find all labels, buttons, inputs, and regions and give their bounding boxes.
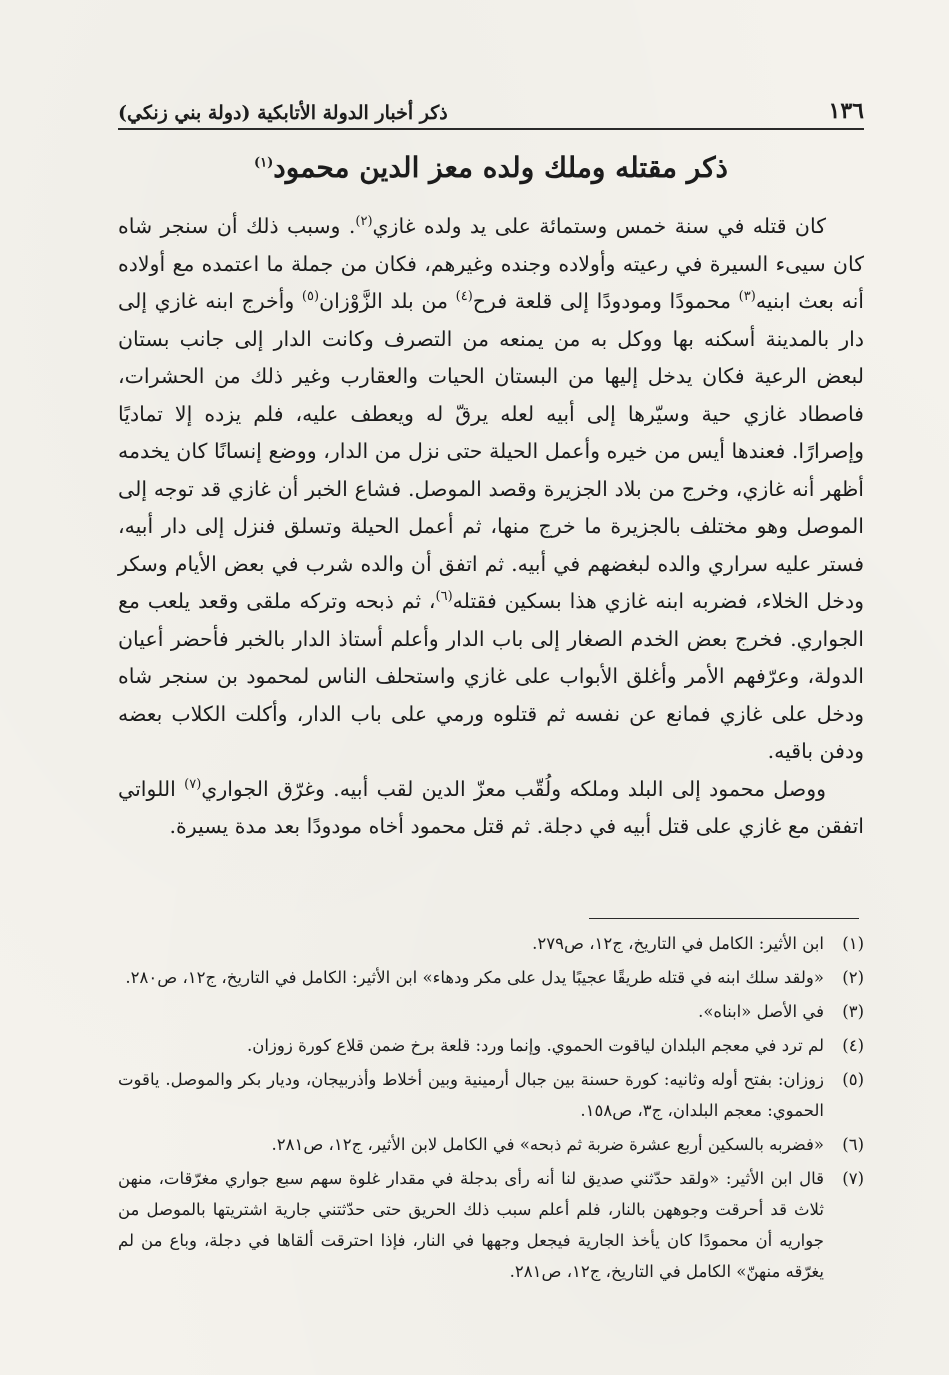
- footnote-number: (٤): [842, 1036, 864, 1055]
- footnote-number: (٦): [842, 1135, 864, 1154]
- footnote-ref-6: (٦): [435, 589, 453, 605]
- footnote-text: «فضربه بالسكين أربع عشرة ضربة ثم ذبحه» في الكامل لابن الأثير، ج١٢، ص٢٨١.: [271, 1135, 824, 1154]
- footnote-text: في الأصل «ابناه».: [698, 1002, 824, 1021]
- footnote-number: (٧): [842, 1169, 864, 1188]
- paragraph-1-part-1: كان قتله في سنة خمس وستمائة على يد ولده غازي: [372, 214, 826, 238]
- footnote-text: لم ترد في معجم البلدان لياقوت الحموي. وإنما ورد: قلعة برخ ضمن قلاع كورة زوزان.: [246, 1036, 824, 1055]
- paragraph-2-part-2: اللواتي اتفقن مع غازي على قتل أبيه في دجلة. ثم قتل محمود أخاه مودودًا بعد مدة يسيرة.: [118, 776, 864, 838]
- footnote-ref-1: (١): [254, 155, 274, 171]
- footnote-2: [118, 962, 864, 993]
- footnote-6: [118, 1129, 864, 1160]
- footnote-text: «ولقد سلك ابنه في قتله طريقًا عجيبًا يدل على مكر ودهاء» ابن الأثير: الكامل في التاريخ، ج١٢، ص٢٨٠.: [125, 968, 824, 987]
- footnote-number: (١): [842, 934, 864, 953]
- chapter-heading: [118, 148, 864, 188]
- paragraph-2: [118, 771, 864, 846]
- paragraph-1-part-5: وأخرج ابنه غازي إلى دار بالمدينة أسكنه بها ووكل به من يمنعه من التصرف وكانت الدار إلى جانب بستان لبعض الرعية فكان يدخل إليها من البستان الحيات والعقارب وغير ذلك من الحشرات، فاصطاد غازي حية وسيّرها إلى أبيه لعله يرقّ له ويعطف عليه، فلم يزده إلا تماديًا وإصرارًا. فعندها أيس من خيره وأعمل الحيلة حتى نزل من الدار، ووضع إنسانًا كان يخدمه أظهر أنه غازي، وخرج من بلاد الجزيرة وقصد الموصل. فشاع الخبر أن غازي قد توجه إلى الموصل وهو مختلف بالجزيرة ما خرج منها، ثم أعمل الحيلة وتسلق فنزل إلى دار أبيه، فستر عليه سراري والده لبغضهم في أبيه. ثم اتفق أن والده شرب في بعض الأيام وسكر ودخل الخلاء، فضربه ابنه غازي هذا بسكين فقتله: [118, 289, 864, 613]
- footnote-3: [118, 996, 864, 1027]
- paragraph-1: [118, 208, 864, 771]
- footnote-divider: [589, 918, 859, 919]
- footnote-ref-2: (٢): [355, 214, 373, 230]
- footnote-ref-7: (٧): [184, 776, 202, 792]
- footnote-5: [118, 1064, 864, 1126]
- footnote-text: قال ابن الأثير: «ولقد حدّثني صديق لنا أنه رأى بدجلة في مقدار غلوة سهم سبع جواري مغرّقات، منهن ثلاث قد أحرقت وجوههن بالنار، فلم أعلم سبب ذلك الحريق حتى حدّثتني جارية اشتريتها بالموصل من جواريه أن محمودًا كان يأخذ الجارية فيجعل وجهها في النار، فإذا احترقت ألقاها في دجلة، وباع من لم يغرّقه منهنّ» الكامل في التاريخ، ج١٢، ص٢٨١.: [118, 1169, 824, 1281]
- running-header: [118, 84, 864, 130]
- paragraph-1-part-6: ، ثم ذبحه وتركه ملقى وقعد يلعب مع الجواري. فخرج بعض الخدم الصغار إلى باب الدار وأعلم أستاذ الدار بالخبر فأحضر أعيان الدولة، وعرّفهم الأمر وأغلق الأبواب على غازي واستحلف الناس لمحمود بن سنجر شاه ودخل على غازي فمانع عن نفسه ثم قتلوه ورمي على باب الدار، وأكلت الكلاب بعضه ودفن باقيه.: [118, 589, 864, 763]
- body-text: [118, 208, 864, 846]
- footnote-number: (٣): [842, 1002, 864, 1021]
- footnote-1: [118, 928, 864, 959]
- paragraph-1-part-2: . وسبب ذلك أن سنجر شاه كان سيىء السيرة في رعيته وأولاده وجنده وغيرهم، فكان من جملة ما اعتمده مع أولاده أنه بعث ابنيه: [118, 214, 864, 313]
- footnote-4: [118, 1030, 864, 1061]
- page-number: ١٣٦: [828, 98, 864, 124]
- paragraph-1-part-3: محمودًا ومودودًا إلى قلعة فرح: [472, 289, 739, 313]
- footnote-text: ابن الأثير: الكامل في التاريخ، ج١٢، ص٢٧٩.: [532, 934, 824, 953]
- footnote-text: زوزان: بفتح أوله وثانيه: كورة حسنة بين جبال أرمينية وبين أخلاط وأذربيجان، وديار بكر والموصل. ياقوت الحموي: معجم البلدان، ج٣، ص١٥٨.: [118, 1070, 824, 1120]
- paragraph-1-part-4: من بلد الزَّوْزان: [319, 289, 456, 313]
- footnote-ref-4: (٤): [455, 289, 473, 305]
- footnotes: [118, 928, 864, 1290]
- chapter-heading-text: ذكر مقتله وملك ولده معز الدين محمود: [273, 151, 728, 184]
- header-title: ذكر أخبار الدولة الأتابكية (دولة بني زنكي): [118, 102, 448, 124]
- footnote-ref-5: (٥): [301, 289, 320, 305]
- footnote-number: (٢): [842, 968, 864, 987]
- paragraph-2-part-1: ووصل محمود إلى البلد وملكه ولُقّب معزّ الدين لقب أبيه. وغرّق الجواري: [201, 776, 826, 801]
- footnote-number: (٥): [842, 1070, 864, 1089]
- footnote-7: [118, 1163, 864, 1287]
- footnote-ref-3: (٣): [738, 289, 756, 305]
